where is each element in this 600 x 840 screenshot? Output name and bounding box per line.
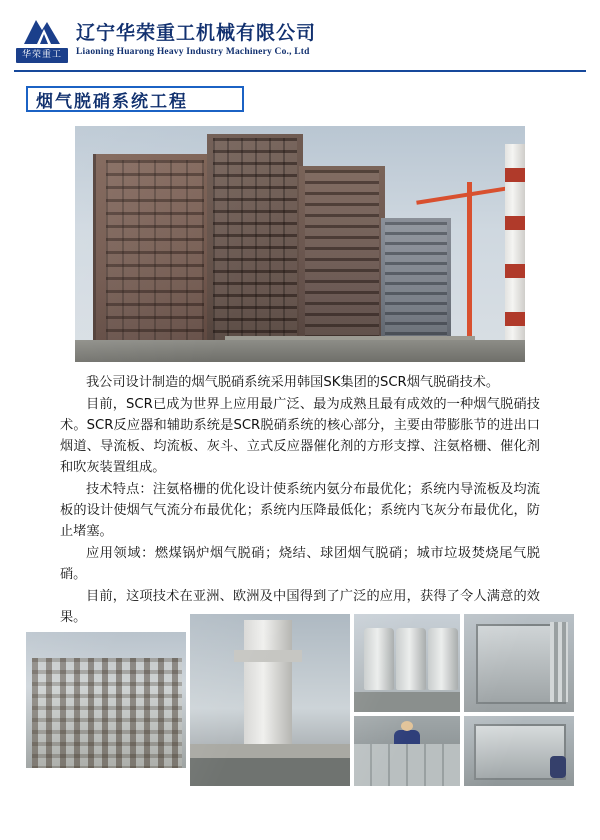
- document-header: [0, 14, 600, 66]
- tank-shape-3: [428, 628, 458, 690]
- photo-ammonia-tanks-image: [354, 614, 460, 712]
- duct-pipes-shape: [550, 622, 568, 702]
- photo-catalyst-install: [354, 716, 460, 786]
- tank-ground-shape: [354, 692, 460, 712]
- company-logo-icon: [16, 17, 68, 63]
- reactor-duct-shape: [190, 744, 350, 758]
- tank-shape-2: [396, 628, 426, 690]
- catalyst-layer-shape: [354, 744, 460, 786]
- hero-boiler-house-center: [207, 134, 303, 362]
- chimney-band-4: [505, 312, 525, 326]
- header-divider: [14, 70, 586, 72]
- photo-ammonia-tanks: [354, 614, 460, 712]
- photo-plant-overview: [26, 632, 186, 768]
- photo-equipment-room: [464, 716, 574, 786]
- photo-equipment-room-image: [464, 716, 574, 786]
- mountain-logo-icon: [20, 17, 64, 45]
- company-name-en: Liaoning Huarong Heavy Industry Machinery Co., Ltd: [76, 47, 310, 57]
- chimney-band-2: [505, 216, 525, 230]
- paragraph-2: 目前，SCR已成为世界上应用最广泛、最为成熟且最有成效的一种烟气脱硝技术。SCR反应器和辅助系统是SCR脱硝系统的核心部分，主要由带膨胀节的进出口烟道、导流板、均流板、灰斗、立式反应器催化剂的方形支撑、注氨格栅、催化剂和吹灰装置组成。: [60, 397, 540, 475]
- logo-plate-text: 华荣重工: [16, 48, 68, 63]
- photo-reactor-tower: [190, 614, 350, 786]
- operator-figure: [550, 756, 566, 778]
- section-title-text: 烟气脱硝系统工程: [36, 91, 188, 112]
- photo-reactor-tower-image: [190, 614, 350, 786]
- article-body: [60, 372, 540, 629]
- photo-gallery: [26, 614, 574, 786]
- paragraph-3: 技术特点：注氨格栅的优化设计使系统内氨分布最优化；系统内导流板及均流板的设计使烟气气流分布最优化；系统内压降最低化；系统内飞灰分布最优化，防止堵塞。: [60, 482, 540, 539]
- reactor-base-shape: [190, 758, 350, 786]
- photo-plant-overview-image: [26, 632, 186, 768]
- hero-chimney: [505, 144, 525, 362]
- chimney-band-1: [505, 168, 525, 182]
- photo-catalyst-install-image: [354, 716, 460, 786]
- hero-ground: [75, 340, 525, 362]
- hero-photo-plant: [75, 126, 525, 362]
- paragraph-5: 目前，这项技术在亚洲、欧洲及中国得到了广泛的应用，获得了令人满意的效果。: [60, 589, 540, 625]
- hero-boiler-house-left: [93, 154, 216, 362]
- tank-shape-1: [364, 628, 394, 690]
- paragraph-1: 我公司设计制造的烟气脱硝系统采用韩国SK集团的SCR烟气脱硝技术。: [86, 375, 500, 390]
- hero-boiler-house-right: [299, 166, 385, 362]
- company-name-cn: 辽宁华荣重工机械有限公司: [76, 22, 317, 44]
- chimney-band-3: [505, 264, 525, 278]
- photo-duct-module-image: [464, 614, 574, 712]
- hero-crane-mast: [467, 182, 472, 362]
- section-title-box: [26, 86, 244, 112]
- photo-duct-module: [464, 614, 574, 712]
- paragraph-4: 应用领域：燃煤锅炉烟气脱硝；烧结、球团烟气脱硝；城市垃圾焚烧尾气脱硝。: [60, 546, 540, 582]
- company-name-block: [76, 21, 316, 59]
